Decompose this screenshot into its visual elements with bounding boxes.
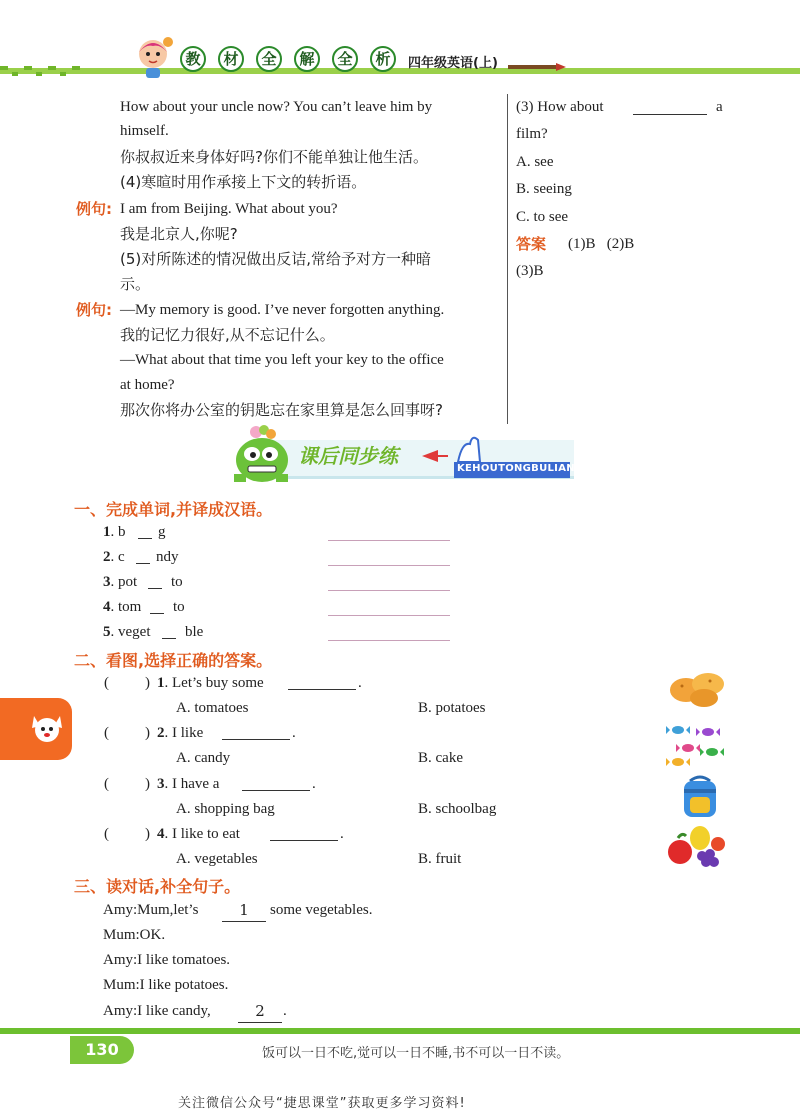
word-item <box>103 596 141 618</box>
stem-text: . I have a <box>164 776 220 792</box>
option-a: A. shopping bag <box>176 801 275 817</box>
paragraph-english: How about your uncle now? You can’t leave him by <box>120 99 433 115</box>
page-number: 130 <box>70 1036 134 1064</box>
answer-paren-open: ( <box>104 725 109 741</box>
dialogue-line: . <box>283 1003 287 1019</box>
option-b: B. cake <box>418 750 463 766</box>
pencil-icon <box>508 60 568 74</box>
fruit-icon <box>666 824 726 870</box>
usage-note: 示。 <box>120 275 151 293</box>
section-title: 二、看图,选择正确的答案。 <box>74 651 273 670</box>
banner-background <box>226 422 576 486</box>
usage-note: (4)寒暄时用作承接上下文的转折语。 <box>120 173 367 191</box>
translation-blank[interactable] <box>328 540 450 541</box>
question-stem: a <box>716 99 723 115</box>
item-number: 2 <box>157 725 165 741</box>
subject-label: 四年级英语(上) <box>408 56 498 71</box>
example-chinese: 我是北京人,你呢? <box>120 225 238 243</box>
example-english: I am from Beijing. What about you? <box>120 201 338 217</box>
letter-blank[interactable] <box>162 638 176 639</box>
question-stem <box>157 773 219 795</box>
word-part: to <box>173 599 185 615</box>
watermark-text: 关注微信公众号“捷思课堂”获取更多学习资料! <box>178 1096 466 1111</box>
header-title-char: 全 <box>256 46 282 72</box>
mascot-girl-icon <box>130 34 176 80</box>
dialogue-line: Amy:Mum,let’s <box>103 902 199 918</box>
option-b: B. seeing <box>516 181 572 197</box>
header-title-char: 教 <box>180 46 206 72</box>
answer-paren-close: ) <box>145 675 150 691</box>
word-part: . pot <box>110 574 138 590</box>
fox-mascot-icon <box>30 710 64 746</box>
candy-icon <box>664 720 726 770</box>
answer-box[interactable] <box>112 823 144 845</box>
item-number: 2 <box>103 549 111 565</box>
example-english: at home? <box>120 377 175 393</box>
banner-pinyin: KEHOUTONGBULIAN <box>457 463 575 474</box>
question-stem <box>157 672 264 694</box>
answer-blank[interactable] <box>222 739 290 740</box>
word-part: ble <box>185 624 204 640</box>
translation-blank[interactable] <box>328 615 450 616</box>
stem-end: . <box>312 776 316 792</box>
column-divider <box>507 94 508 424</box>
answer-paren-close: ) <box>145 776 150 792</box>
example-english: —What about that time you left your key to the office <box>120 352 444 368</box>
translation-blank[interactable] <box>328 640 450 641</box>
dialogue-line: some vegetables. <box>270 902 373 918</box>
example-label: 例句: <box>76 301 112 319</box>
answer-blank[interactable] <box>633 114 707 115</box>
question-stem: (3) How about <box>516 99 604 115</box>
question-stem <box>157 722 203 744</box>
example-english: —My memory is good. I’ve never forgotten anything. <box>120 302 445 318</box>
header-title-char: 全 <box>332 46 358 72</box>
word-item <box>103 621 150 643</box>
option-b: B. potatoes <box>418 700 486 716</box>
banner-title: 课后同步练 <box>298 444 398 468</box>
word-part: . b <box>110 524 126 540</box>
answer-paren-open: ( <box>104 675 109 691</box>
section-title: 三、读对话,补全句子。 <box>74 877 241 896</box>
paragraph-chinese: 你叔叔近来身体好吗?你们不能单独让他生活。 <box>120 148 428 166</box>
option-a: A. candy <box>176 750 231 766</box>
word-part: g <box>158 524 166 540</box>
stem-end: . <box>292 725 296 741</box>
stem-text: . I like <box>164 725 204 741</box>
paragraph-english: himself. <box>120 123 169 139</box>
answer-blank[interactable] <box>288 689 356 690</box>
word-item <box>103 571 137 593</box>
stem-text: . Let’s buy some <box>164 675 264 691</box>
stem-text: . I like to eat <box>164 826 240 842</box>
word-part: . c <box>110 549 125 565</box>
letter-blank[interactable] <box>138 538 152 539</box>
dialogue-line: Amy:I like candy, <box>103 1003 211 1019</box>
item-number: 4 <box>103 599 111 615</box>
header-title-char: 解 <box>294 46 320 72</box>
example-chinese: 那次你将办公室的钥匙忘在家里算是怎么回事呀? <box>120 401 443 419</box>
translation-blank[interactable] <box>328 590 450 591</box>
answer-label: 答案 <box>516 235 547 253</box>
item-number: 3 <box>157 776 165 792</box>
option-b: B. fruit <box>418 851 462 867</box>
option-a: A. vegetables <box>176 851 258 867</box>
letter-blank[interactable] <box>150 613 164 614</box>
translation-blank[interactable] <box>328 565 450 566</box>
answer-box[interactable] <box>112 672 144 694</box>
header-title-char: 析 <box>370 46 396 72</box>
answer-blank[interactable] <box>270 840 338 841</box>
answer-paren-close: ) <box>145 826 150 842</box>
question-stem: film? <box>516 126 548 142</box>
usage-note: (5)对所陈述的情况做出反诘,常给予对方一种暗 <box>120 250 432 268</box>
letter-blank[interactable] <box>136 563 150 564</box>
dialogue-blank-2[interactable]: 2 <box>238 1000 282 1023</box>
item-number: 3 <box>103 574 111 590</box>
example-chinese: 我的记忆力很好,从不忘记什么。 <box>120 326 335 344</box>
answer-blank[interactable] <box>242 790 310 791</box>
answer-paren-open: ( <box>104 776 109 792</box>
option-a: A. tomatoes <box>176 700 249 716</box>
word-part: . veget <box>110 624 151 640</box>
answer-text: (3)B <box>516 263 544 279</box>
word-item <box>103 546 125 568</box>
item-number: 1 <box>103 524 111 540</box>
section-title: 一、完成单词,并译成汉语。 <box>74 500 273 519</box>
answer-paren-open: ( <box>104 826 109 842</box>
header-strip <box>0 64 800 78</box>
item-number: 4 <box>157 826 165 842</box>
dialogue-blank-1[interactable]: 1 <box>222 899 266 922</box>
answer-paren-close: ) <box>145 725 150 741</box>
potatoes-icon <box>668 668 728 708</box>
schoolbag-icon <box>678 773 722 821</box>
option-b: B. schoolbag <box>418 801 497 817</box>
word-part: ndy <box>156 549 179 565</box>
stem-end: . <box>358 675 362 691</box>
word-part: . tom <box>110 599 142 615</box>
item-number: 5 <box>103 624 111 640</box>
word-part: to <box>171 574 183 590</box>
header-title-char: 材 <box>218 46 244 72</box>
answer-text: (1)B (2)B <box>568 236 635 252</box>
answer-box[interactable] <box>112 722 144 744</box>
footer-motto: 饭可以一日不吃,觉可以一日不睡,书不可以一日不读。 <box>262 1046 570 1061</box>
word-item <box>103 521 126 543</box>
dialogue-line: Amy:I like tomatoes. <box>103 952 231 968</box>
letter-blank[interactable] <box>148 588 162 589</box>
dialogue-line: Mum:I like potatoes. <box>103 977 229 993</box>
stem-end: . <box>340 826 344 842</box>
option-c: C. to see <box>516 209 569 225</box>
item-number: 1 <box>157 675 165 691</box>
option-a: A. see <box>516 154 554 170</box>
answer-box[interactable] <box>112 773 144 795</box>
question-stem <box>157 823 240 845</box>
example-label: 例句: <box>76 200 112 218</box>
dialogue-line: Mum:OK. <box>103 927 166 943</box>
footer-bar <box>0 1028 800 1034</box>
